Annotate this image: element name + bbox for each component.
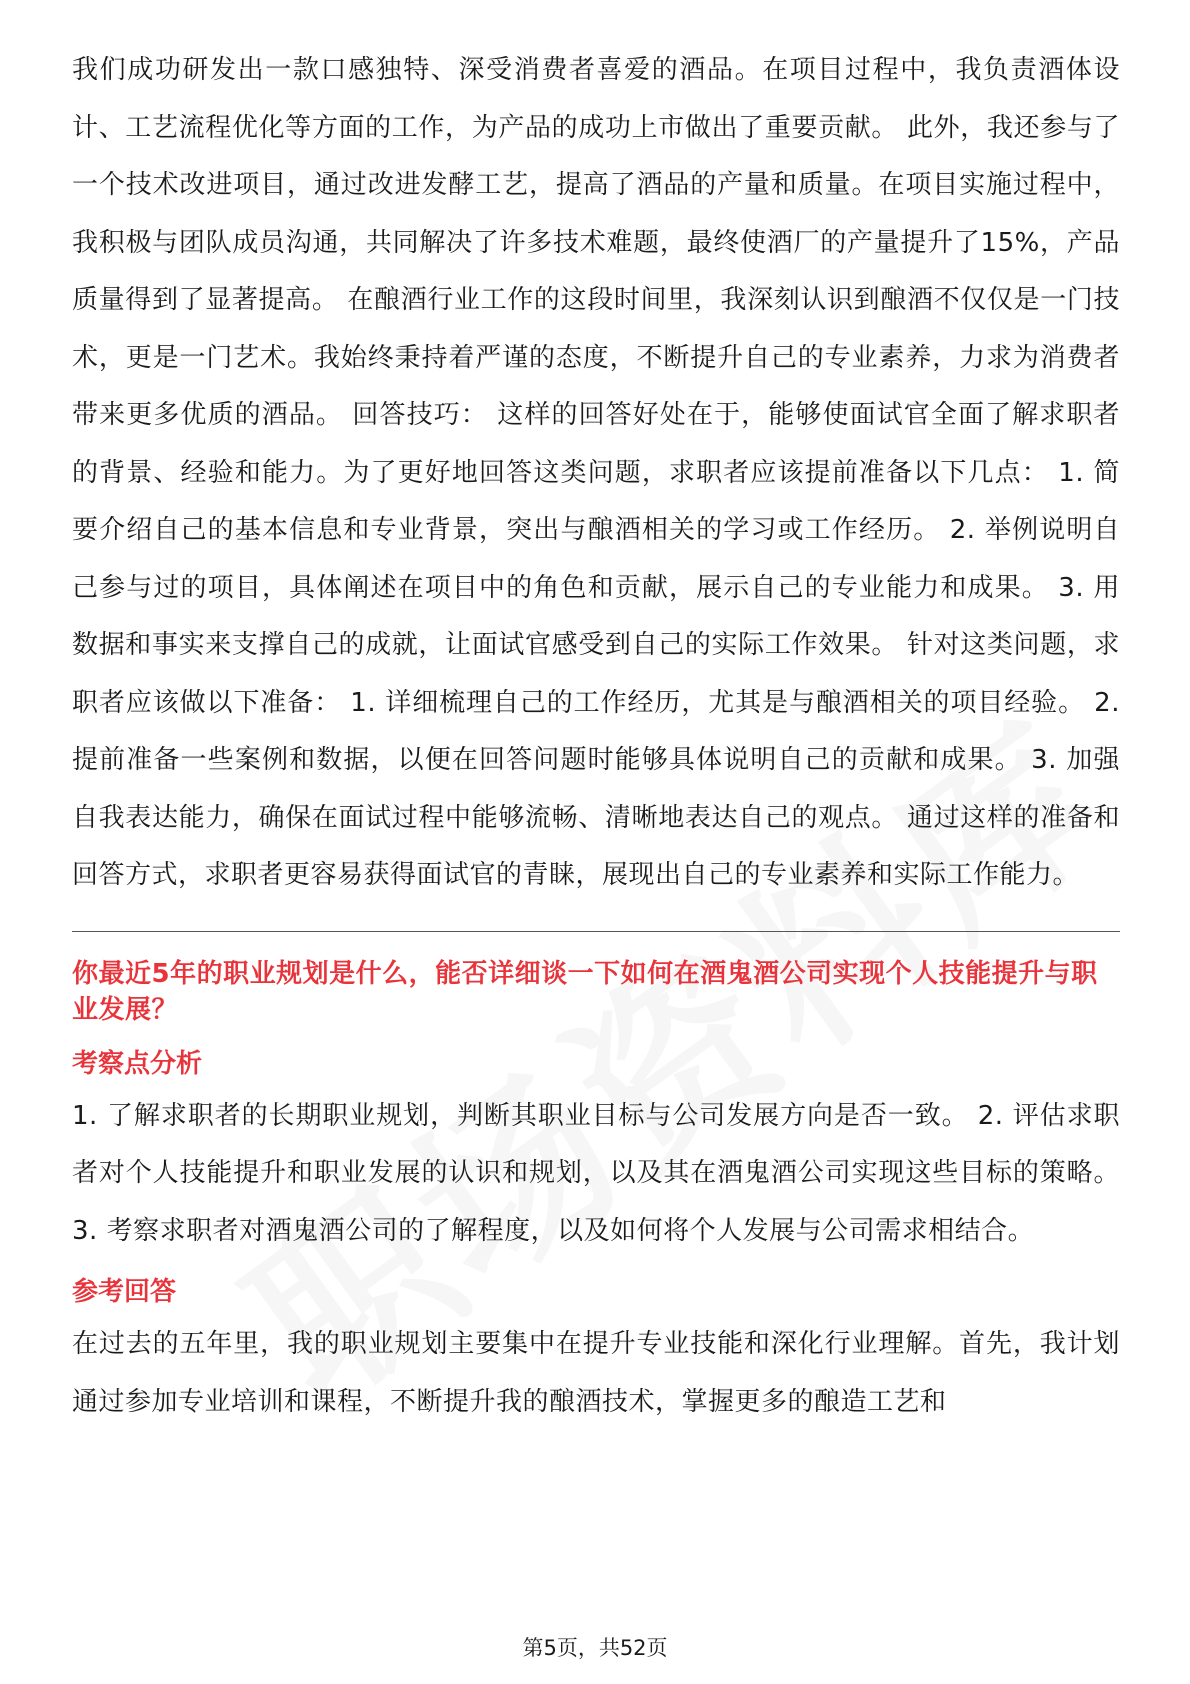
question-title: 你最近5年的职业规划是什么，能否详细谈一下如何在酒鬼酒公司实现个人技能提升与职业发展？ [72,958,1098,1025]
answer-paragraph: 在过去的五年里，我的职业规划主要集中在提升专业技能和深化行业理解。首先，我计划通过参加专业培训和课程，不断提升我的酿酒技术，掌握更多的酿造工艺和 [72,1329,1120,1417]
analysis-heading: 考察点分析 [72,1048,203,1079]
page-number: 第5页，共52页 [522,1636,668,1660]
answer-heading: 参考回答 [72,1277,177,1307]
section-divider [72,931,1120,932]
document-page [72,42,1120,1431]
analysis-paragraph: 1. 了解求职者的长期职业规划，判断其职业目标与公司发展方向是否一致。 2. 评估求职者对个人技能提升和职业发展的认识和规划，以及其在酒鬼酒公司实现这些目标的策略。 3. 考察求职者对酒鬼酒公司的了解程度，以及如何将个人发展与公司需求相结合。 [72,1100,1120,1246]
intro-paragraph: 我们成功研发出一款口感独特、深受消费者喜爱的酒品。在项目过程中，我负责酒体设计、工艺流程优化等方面的工作，为产品的成功上市做出了重要贡献。 此外，我还参与了一个技术改进项目，通过改进发酵工艺，提高了酒品的产量和质量。在项目实施过程中，我积极与团队成员沟通，共同解决了许多技术难题，最终使酒厂的产量提升了15%，产品质量得到了显著提高。 在酿酒行业工作的这段时间里，我深刻认识到酿酒不仅仅是一门技术，更是一门艺术。我始终秉持着严谨的态度，不断提升自己的专业素养，力求为消费者带来更多优质的酒品。 回答技巧： 这样的回答好处在于，能够使面试官全面了解求职者的背景、经验和能力。为了更好地回答这类问题，求职者应该提前准备以下几点： 1. 简要介绍自己的基本信息和专业背景，突出与酿酒相关的学习或工作经历。 2. 举例说明自己参与过的项目，具体阐述在项目中的角色和贡献，展示自己的专业能力和成果。 3. 用数据和事实来支撑自己的成就，让面试官感受到自己的实际工作效果。 针对这类问题，求职者应该做以下准备： 1. 详细梳理自己的工作经历，尤其是与酿酒相关的项目经验。 2. 提前准备一些案例和数据，以便在回答问题时能够具体说明自己的贡献和成果。 3. 加强自我表达能力，确保在面试过程中能够流畅、清晰地表达自己的观点。 通过这样的准备和回答方式，求职者更容易获得面试官的青睐，展现出自己的专业素养和实际工作能力。 [72,55,1120,890]
